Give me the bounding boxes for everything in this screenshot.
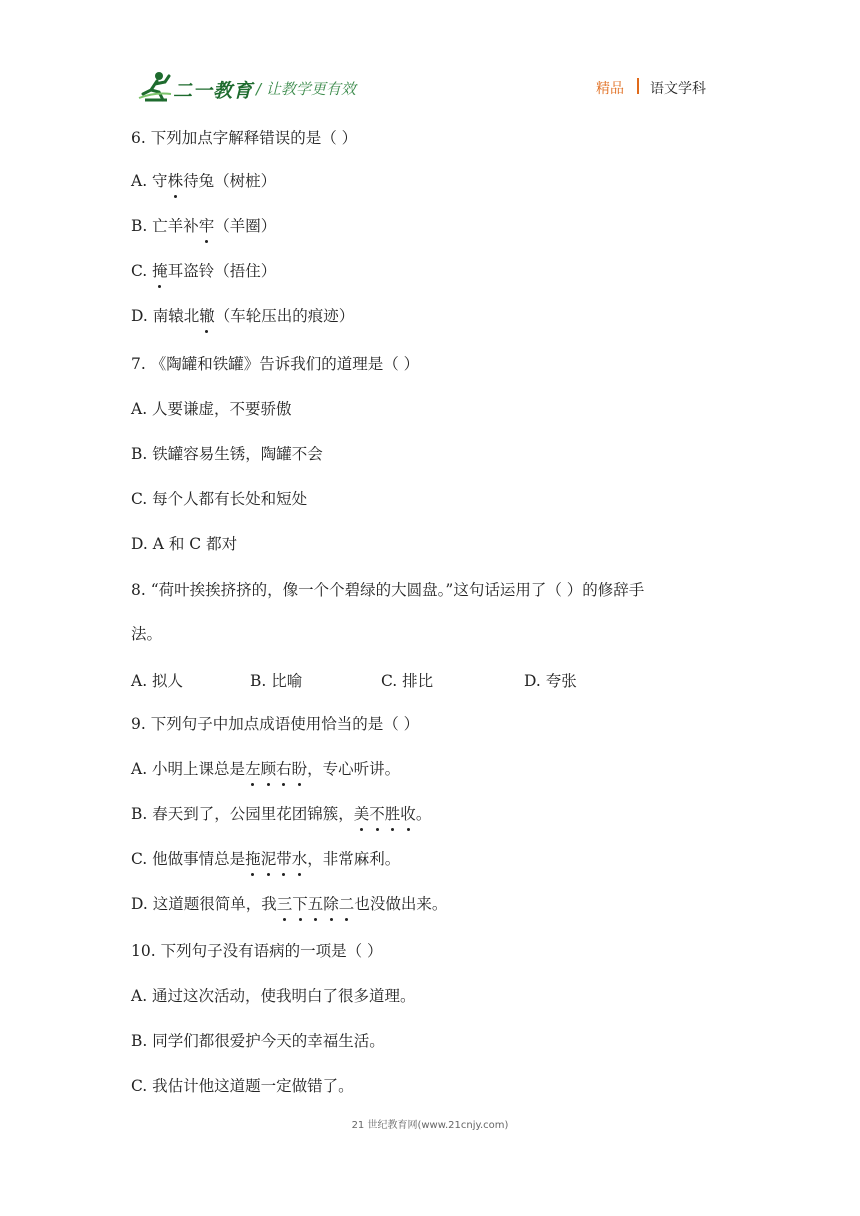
q9-option-c xyxy=(131,849,400,869)
q6-c-prefix: C. xyxy=(131,262,153,280)
q9-b-prefix: B. 春天到了，公园里花团锦簇， xyxy=(131,805,354,823)
q8-option-d: D. 夸张 xyxy=(524,672,577,690)
q6-option-a xyxy=(131,171,276,191)
q8-option-a: A. 拟人 xyxy=(131,672,184,690)
q7-option-b: B. 铁罐容易生锈，陶罐不会 xyxy=(131,445,323,463)
dotted-char: 带 xyxy=(276,850,292,868)
dotted-char: 右 xyxy=(276,760,292,778)
q6-d-suffix: （车轮压出的痕迹） xyxy=(214,307,355,325)
dotted-char: 顾 xyxy=(260,760,277,778)
q6-option-d xyxy=(131,306,354,326)
q6-option-b xyxy=(131,216,276,236)
dotted-char: 株 xyxy=(167,172,184,190)
q6-a-prefix: A. 守 xyxy=(131,172,168,190)
dotted-char: 胜 xyxy=(384,805,401,823)
q6-b-prefix: B. 亡羊补 xyxy=(131,217,199,235)
q9-option-b xyxy=(131,804,431,824)
q9-a-suffix: ，专心听讲。 xyxy=(307,760,401,778)
q9-a-prefix: A. 小明上课总是 xyxy=(131,760,246,778)
dotted-char: 五 xyxy=(307,895,324,913)
dotted-char: 不 xyxy=(369,805,385,823)
q10-option-a: A. 通过这次活动，使我明白了很多道理。 xyxy=(131,987,416,1005)
q10-option-b: B. 同学们都很爱护今天的幸福生活。 xyxy=(131,1032,385,1050)
question-9-stem: 9. 下列句子中加点成语使用恰当的是（ ） xyxy=(131,715,420,733)
q10-option-c: C. 我估计他这道题一定做错了。 xyxy=(131,1077,354,1095)
q6-b-suffix: （羊圈） xyxy=(214,217,277,235)
q7-option-c: C. 每个人都有长处和短处 xyxy=(131,490,308,508)
dotted-char: 下 xyxy=(292,895,308,913)
dotted-char: 牢 xyxy=(198,217,215,235)
dotted-char: 泥 xyxy=(260,850,277,868)
header-divider xyxy=(637,78,639,94)
dotted-char: 收 xyxy=(400,805,416,823)
subject-label: 语文学科 xyxy=(650,81,706,97)
q9-b-suffix: 。 xyxy=(415,805,432,823)
q7-option-a: A. 人要谦虚，不要骄傲 xyxy=(131,400,292,418)
dotted-char: 左 xyxy=(245,760,261,778)
dotted-char: 三 xyxy=(276,895,293,913)
question-7-stem: 7. 《陶罐和铁罐》告诉我们的道理是（ ） xyxy=(131,355,420,373)
dotted-char: 水 xyxy=(291,850,308,868)
dotted-char: 辙 xyxy=(199,307,215,325)
dotted-char: 除 xyxy=(323,895,339,913)
q9-c-suffix: ，非常麻利。 xyxy=(307,850,401,868)
q6-a-suffix: 待兔（树桩） xyxy=(183,172,277,190)
q6-option-c xyxy=(131,261,276,281)
page-footer: 21 世纪教育网(www.21cnjy.com) xyxy=(351,1120,509,1131)
question-6-stem: 6. 下列加点字解释错误的是（ ） xyxy=(131,129,358,147)
q9-d-suffix: 也没做出来。 xyxy=(354,895,448,913)
dotted-char: 拖 xyxy=(245,850,261,868)
q9-option-d xyxy=(131,894,447,914)
logo-text: 二一教育 xyxy=(173,80,254,102)
page-header xyxy=(0,0,860,120)
dotted-char: 美 xyxy=(353,805,370,823)
dotted-char: 掩 xyxy=(152,262,168,280)
q7-option-d: D. A 和 C 都对 xyxy=(131,535,238,553)
quality-label: 精品 xyxy=(596,81,624,97)
question-8-stem-line1: 8. “荷叶挨挨挤挤的，像一个个碧绿的大圆盘。”这句话运用了（ ）的修辞手 xyxy=(131,581,645,599)
q6-c-suffix: 耳盗铃（捂住） xyxy=(167,262,277,280)
q8-option-c: C. 排比 xyxy=(381,672,434,690)
q9-option-a xyxy=(131,759,400,779)
question-10-stem: 10. 下列句子没有语病的一项是（ ） xyxy=(131,942,383,960)
question-8-stem-line2: 法。 xyxy=(131,625,163,643)
dotted-char: 盼 xyxy=(291,760,308,778)
q9-d-prefix: D. 这道题很简单，我 xyxy=(131,895,277,913)
dotted-char: 二 xyxy=(338,895,355,913)
slogan: / 让教学更有效 xyxy=(256,80,356,98)
q6-d-prefix: D. 南辕北 xyxy=(131,307,200,325)
q9-c-prefix: C. 他做事情总是 xyxy=(131,850,246,868)
q8-option-b: B. 比喻 xyxy=(250,672,303,690)
